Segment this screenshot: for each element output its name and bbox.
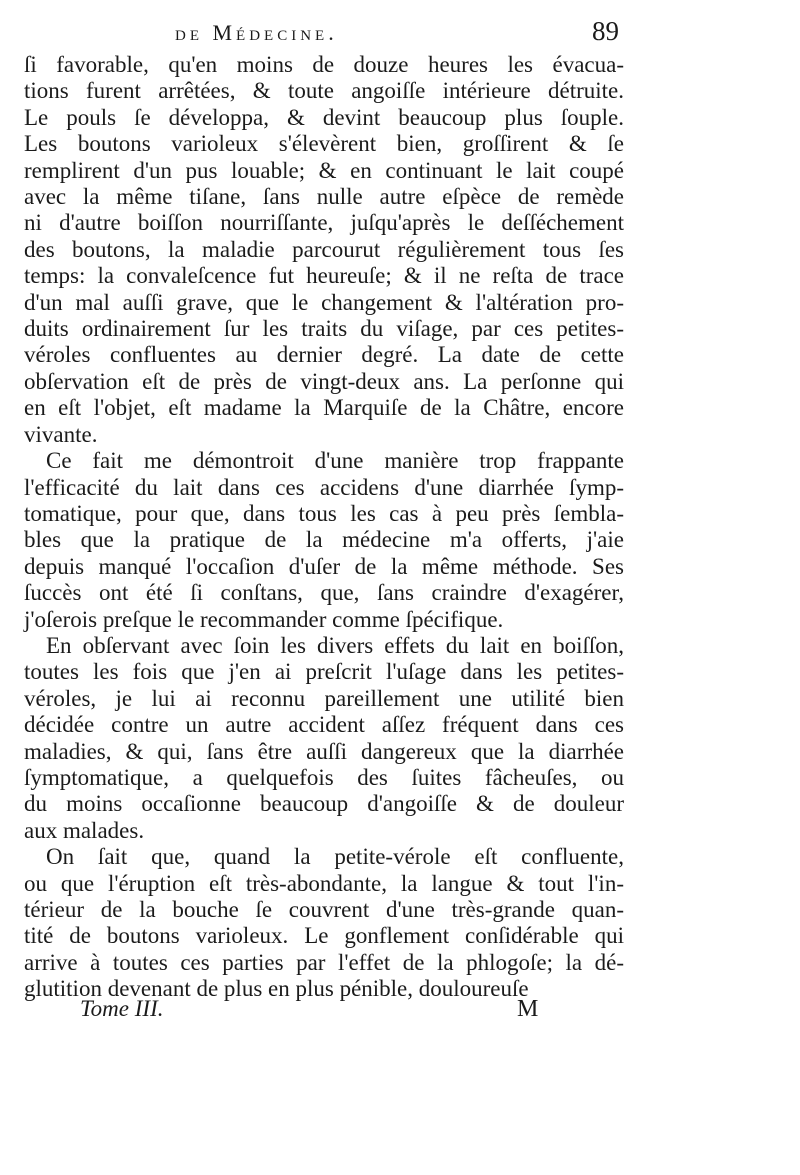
- text-line: glutition devenant de plus en plus pénible, douloureuſe: [24, 976, 529, 1002]
- text-line: tions furent arrêtées, & toute angoiſſe intérieure détruite.: [24, 78, 624, 104]
- paragraph: [24, 633, 624, 844]
- text-line: véroles, je lui ai reconnu pareillement une utilité bien: [24, 685, 624, 711]
- text-line: avec la même tiſane, ſans nulle autre eſpèce de remède: [24, 184, 624, 210]
- text-line: tomatique, pour que, dans tous les cas à peu près ſembla-: [24, 500, 624, 526]
- text-line: depuis manqué l'occaſion d'uſer de la même méthode. Ses: [24, 553, 624, 579]
- text-line: vivante.: [24, 421, 98, 447]
- text-line: j'oſerois preſque le recommander comme ſpécifique.: [24, 606, 504, 632]
- text-line: aux malades.: [24, 817, 145, 843]
- text-line: d'un mal auſſi grave, que le changement & l'altération pro-: [24, 289, 624, 315]
- page-footer: [80, 996, 560, 1026]
- text-line: Les boutons varioleux s'élevèrent bien, groſſirent & ſe: [24, 131, 624, 157]
- text-line: ſuccès ont été ſi conſtans, que, ſans craindre d'exagérer,: [24, 580, 624, 606]
- text-line: térieur de la bouche ſe couvrent d'une très-grande quan-: [24, 897, 624, 922]
- body-text: [24, 52, 624, 1003]
- text-line: des boutons, la maladie parcourut régulièrement tous ſes: [24, 236, 624, 262]
- volume-label: Tome III.: [80, 996, 164, 1021]
- running-title: de Médecine.: [175, 20, 338, 45]
- text-line: du moins occaſionne beaucoup d'angoiſſe & de douleur: [24, 791, 624, 817]
- paragraph: [24, 448, 624, 633]
- text-line: arrive à toutes ces parties par l'effet de la phlogoſe; la dé-: [24, 949, 624, 975]
- page-number: 89: [592, 16, 619, 46]
- text-line: décidée contre un autre accident aſſez fréquent dans ces: [24, 712, 624, 738]
- text-line: l'efficacité du lait dans ces accidens d'une diarrhée ſymp-: [24, 474, 624, 500]
- text-line: On ſait que, quand la petite-vérole eſt confluente,: [46, 844, 624, 870]
- text-line: ſymptomatique, a quelquefois des ſuites fâcheuſes, ou: [24, 764, 624, 790]
- text-line: remplirent d'un pus louable; & en continuant le lait coupé: [24, 157, 624, 183]
- text-line: temps: la convaleſcence fut heureuſe; & il ne reſta de trace: [24, 263, 624, 289]
- text-line: toutes les fois que j'en ai preſcrit l'uſage dans les petites-: [24, 659, 624, 685]
- text-line: Ce fait me démontroit d'une manière trop frappante: [46, 448, 624, 474]
- text-line: ni d'autre boiſſon nourriſſante, juſqu'après le deſſéchement: [24, 210, 624, 236]
- paragraph: [24, 844, 624, 1002]
- text-line: Le pouls ſe développa, & devint beaucoup plus ſouple.: [24, 104, 624, 130]
- text-line: véroles confluentes au dernier degré. La date de cette: [24, 342, 624, 368]
- signature-mark: M: [517, 996, 539, 1022]
- paragraph: [24, 52, 624, 448]
- text-line: obſervation eſt de près de vingt-deux ans. La perſonne qui: [24, 368, 624, 394]
- text-line: bles que la pratique de la médecine m'a offerts, j'aie: [24, 527, 624, 553]
- text-line: en eſt l'objet, eſt madame la Marquiſe de la Châtre, encore: [24, 395, 624, 421]
- text-line: ou que l'éruption eſt très-abondante, la langue & tout l'in-: [24, 870, 624, 896]
- text-line: tité de boutons varioleux. Le gonflement conſidérable qui: [24, 923, 624, 949]
- text-line: En obſervant avec ſoin les divers effets du lait en boiſſon,: [46, 632, 624, 658]
- text-line: maladies, & qui, ſans être auſſi dangereux que la diarrhée: [24, 738, 624, 764]
- text-line: ſi favorable, qu'en moins de douze heures les évacua-: [24, 52, 624, 77]
- text-line: duits ordinairement ſur les traits du viſage, par ces petites-: [24, 316, 624, 342]
